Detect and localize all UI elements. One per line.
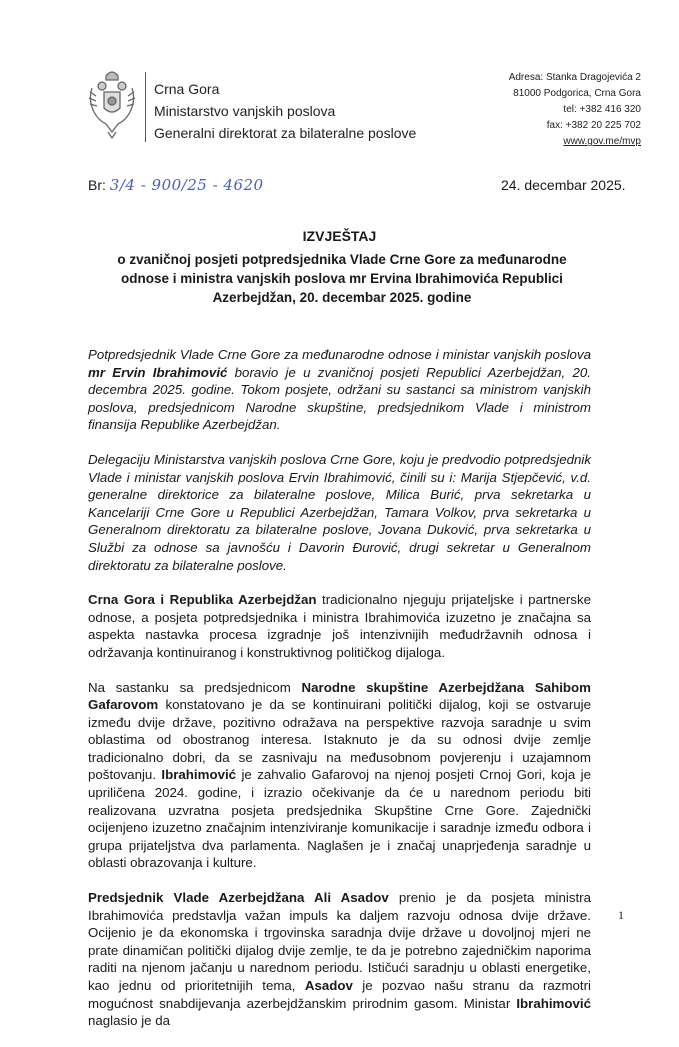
paragraph <box>88 346 591 434</box>
text-segment: prenio je da posjeta ministra Ibrahimovića predstavlja važan impuls ka daljem razvoju odnosa dvije države. Ocijenio je da ekonomska i trgovinska saradnja dvije države u dovoljnoj mjeri ne prate dinamičan politički dijalog dvije zemlje, te da je potrebno zajedničkim naporima raditi na njenom jačanju u narednom periodu. Ističući saradnju u oblasti energetike, kao jednu od prioritetnijih tema, <box>88 890 591 993</box>
document-subtitle: o zvaničnoj posjeti potpredsjednika Vlade Crne Gore za međunarodne odnose i ministra vanjskih poslova mr Ervina Ibrahimovića Republici Azerbejdžan, 20. decembar 2025. godine <box>117 252 567 305</box>
bold-text: Crna Gora i Republika Azerbejdžan <box>88 592 317 608</box>
text-segment: tradicionalno njeguju prijateljske i partnerske odnose, a posjeta potpredsjednika i ministra Ibrahimovića izuzetno je značajna sa aspekta nastavka procesa izgradnje još intenzivnijih međudržavnih odnosa i održavanja kontinuiranog i konstruktivnog političkog dijaloga. <box>88 592 591 660</box>
reference-label: Br: <box>88 177 106 193</box>
document-body <box>88 346 591 1047</box>
text-segment: konstatovano je da se kontinuirani politički dijalog, koji se ostvaruje između dvije države, pozitivno odražava na perspektive razvoja saradnje u svim oblastima od obostranog interesa. Istaknuto je da su odnosi dvije zemlje tradicionalno dobri, da se zasnivaju na međusobnom povjerenju i uzajamnom poštovanju. <box>88 697 591 783</box>
text-segment: je zahvalio Gafarovoj na njenoj posjeti Crnoj Gori, koja je upriličena 2024. godine, i izrazio očekivanje da će u narednom periodu biti realizovana uzvratna posjeta predsjednika Skupštine Crne Gore. Zajednički ocijenjeno izuzetno značajnim intenziviranje komunikacije i saradnje između odbora i grupa prijateljstva dva parlamenta. Naglašen je i značaj unaprjeđenja saradnje u oblasti obrazovanja i kulture. <box>88 767 591 871</box>
org-ministry: Ministarstvo vanjskih poslova <box>154 103 336 119</box>
paragraph <box>88 451 591 574</box>
organization-block <box>154 78 416 144</box>
bold-text: Ibrahimović <box>516 995 591 1011</box>
contact-fax: fax: +382 20 225 702 <box>546 120 641 131</box>
bold-text: Ibrahimović <box>161 767 237 783</box>
bold-text: mr Ervin Ibrahimović <box>88 364 228 380</box>
header-divider <box>145 72 146 142</box>
paragraph <box>88 679 591 873</box>
org-directorate: Generalni direktorat za bilateralne poslove <box>154 125 417 141</box>
text-segment: Delegaciju Ministarstva vanjskih poslova Crne Gore, koju je predvodio potpredsjednik Vlade i ministar vanjskih poslova Ervin Ibrahimović, činili su i: Marija Stjepčević, v.d. generalne direktorice za bilateralne poslove, Milica Burić, prva sekretarka u Kancelariji Crne Gore u Republici Azerbejdžan, Tamara Volkov, prva sekretarka u Generalnom direktoratu za bilateralne poslove, Jovana Duković, prva sekretarka u Službi za odnose sa javnošću i Davorin Đurović, drugi sekretar u Generalnom direktoratu za bilateralne poslove. <box>88 451 591 573</box>
reference-number <box>88 176 264 194</box>
document-title: IZVJEŠTAJ <box>302 228 377 244</box>
text-segment: Na sastanku sa predsjednicom <box>88 679 302 695</box>
page-number: 1 <box>618 908 624 922</box>
document-date: 24. decembar 2025. <box>501 177 626 193</box>
paragraph <box>88 591 591 661</box>
coat-of-arms-logo <box>86 66 138 142</box>
org-country: Crna Gora <box>154 81 220 97</box>
bold-text: Asadov <box>304 978 353 993</box>
contact-website-link[interactable]: www.gov.me/mvp <box>563 136 641 147</box>
bold-text: Predsjednik Vlade Azerbejdžana Ali Asadov <box>88 890 389 906</box>
text-segment: naglasio je da <box>88 1013 171 1029</box>
text-segment: je pozvao našu stranu da razmotri mogućnost snabdijevanja azerbejdžanskim prirodnim gasom. Ministar <box>88 978 592 1011</box>
text-segment: Potpredsjednik Vlade Crne Gore za međunarodne odnose i ministar vanjskih poslova <box>88 347 591 362</box>
contact-block <box>509 70 641 150</box>
bold-text: Narodne skupštine Azerbejdžana Sahibom Gafarovom <box>88 679 591 713</box>
contact-tel: tel: +382 416 320 <box>563 104 641 115</box>
text-segment: boravio je u zvaničnoj posjeti Republici Azerbejdžan, 20. decembra 2025. godine. Tokom posjete, održani su sastanci sa ministrom vanjskih poslova, predsjednicom Narodne skupštine, predsjednikom Vlade i ministrom finansija Republike Azerbejdžan. <box>88 364 591 433</box>
contact-city: 81000 Podgorica, Crna Gora <box>513 88 641 99</box>
paragraph <box>88 889 591 1030</box>
reference-handwritten-number: 3/4 - 900/25 - 4620 <box>109 176 264 194</box>
contact-address: Adresa: Stanka Dragojevića 2 <box>508 72 641 83</box>
